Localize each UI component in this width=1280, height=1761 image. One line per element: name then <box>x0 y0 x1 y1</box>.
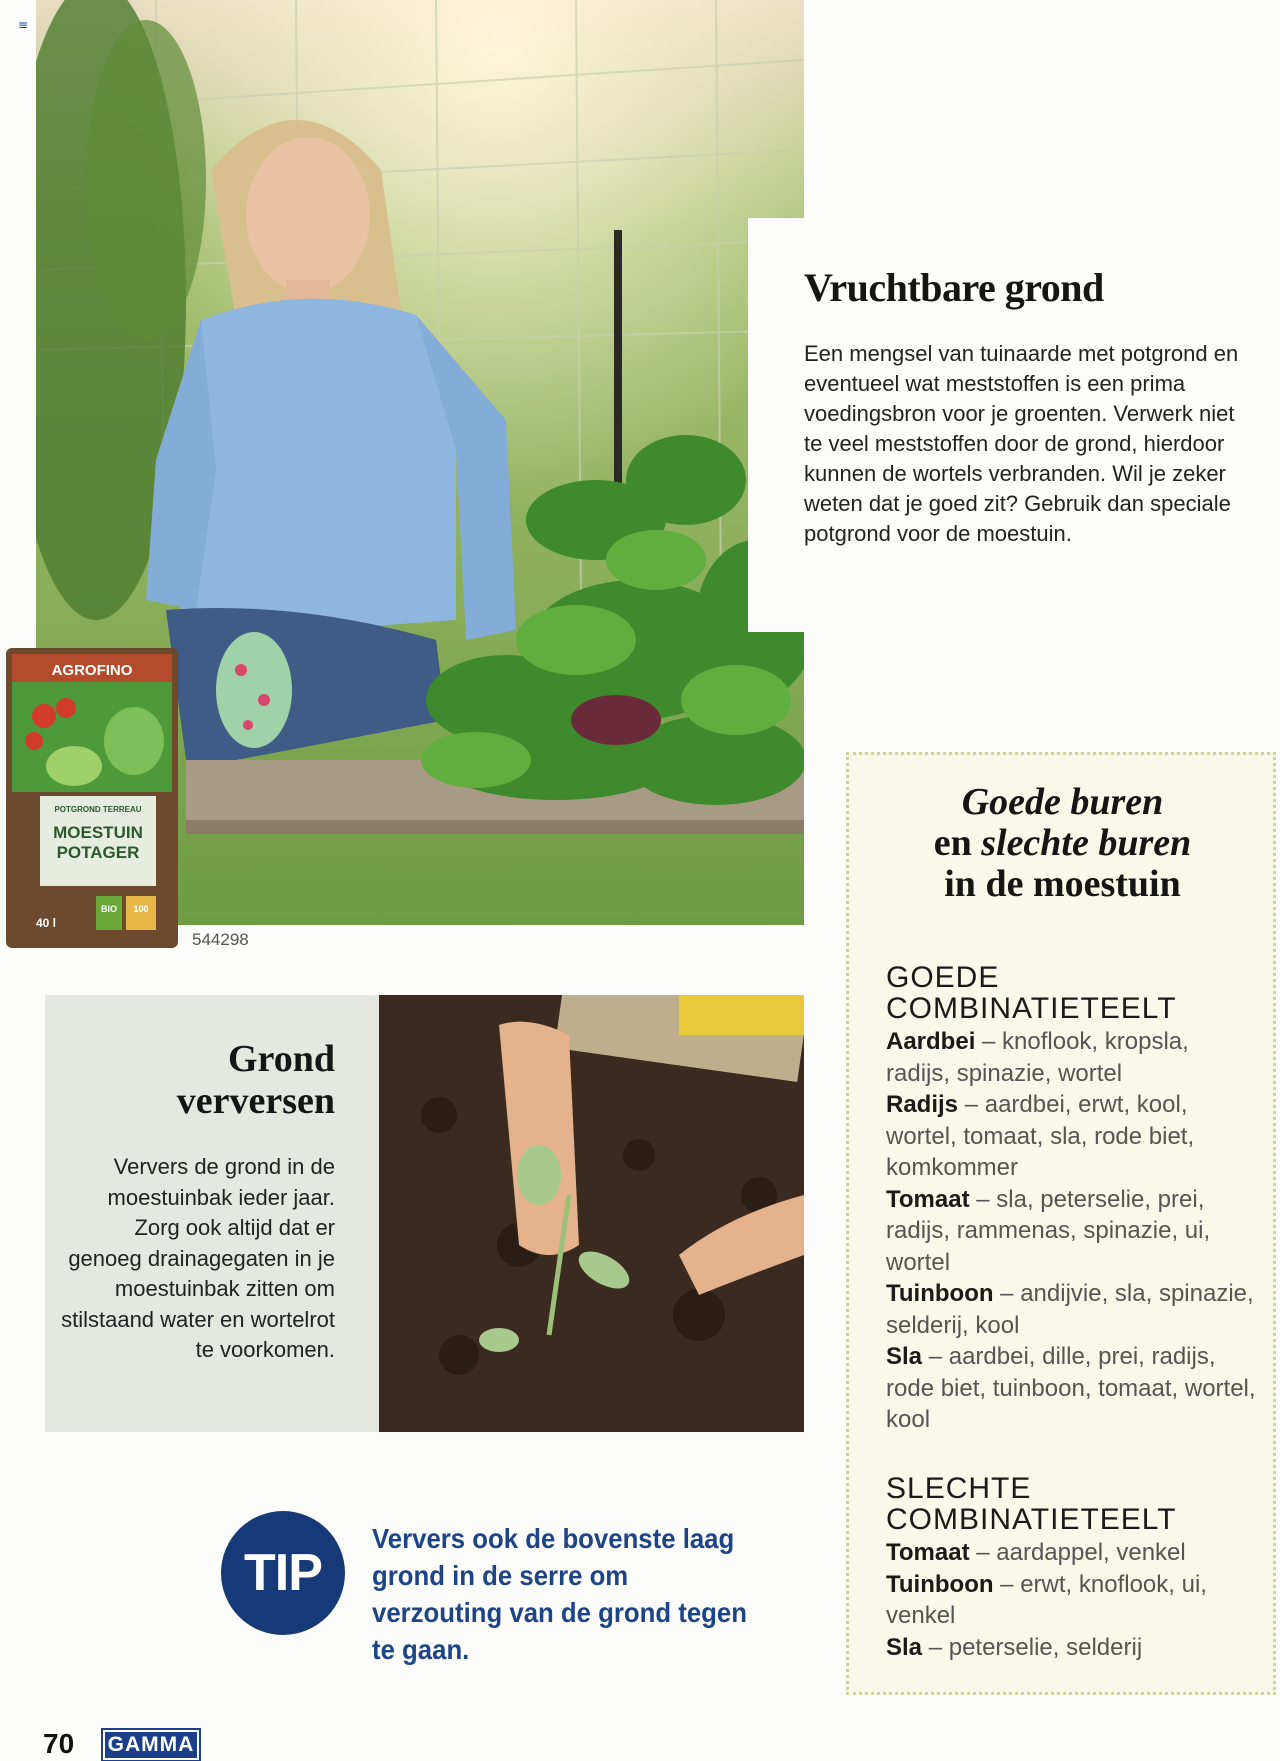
plant-name: Tuinboon <box>886 1280 994 1307</box>
slechte-heading-line2: COMBINATIETEELT <box>886 1503 1177 1536</box>
list-item <box>886 1184 1258 1279</box>
slechte-heading-line1: SLECHTE <box>886 1472 1032 1505</box>
buren-title-line1: Goede buren <box>961 781 1164 823</box>
verversen-title-line2: verversen <box>176 1080 335 1122</box>
potgrond-bag <box>4 646 180 950</box>
plant-name: Aardbei <box>886 1028 976 1055</box>
bag-name2: POTAGER <box>56 843 140 862</box>
page-number: 70 <box>43 1728 75 1759</box>
plant-combos: – sla, peterselie, prei, radijs, rammenas, spinazie, ui, wortel <box>886 1185 1211 1276</box>
bag-name1: MOESTUIN <box>53 823 143 842</box>
buren-title-line3: in de moestuin <box>944 863 1181 905</box>
plant-combos: – andijvie, sla, spinazie, selderij, kool <box>886 1280 1254 1339</box>
buren-title-line2a: en <box>933 822 982 864</box>
buren-title-line2b: slechte buren <box>981 822 1192 864</box>
plant-name: Sla <box>886 1633 923 1661</box>
bag-badge2: 100 <box>133 904 149 914</box>
tip-badge: TIP <box>221 1511 345 1635</box>
plant-combos: – aardappel, venkel <box>969 1539 1186 1566</box>
plant-name: Radijs <box>886 1091 959 1118</box>
vruchtbare-title: Vruchtbare grond <box>804 265 1104 310</box>
bag-volume: 40 l <box>36 916 57 930</box>
vruchtbare-body: Een mengsel van tuinaarde met potgrond en eventueel wat meststoffen is een prima voedingsbron voor je groenten. Verwerk niet te veel meststoffen door de grond, hierdoor kunnen de wortels verbranden. Wil je zeker weten dat je goed zit? Gebruik dan speciale potgrond voor de moestuin. <box>804 341 1239 546</box>
plant-combos: – aardbei, dille, prei, radijs, rode biet, tuinboon, tomaat, wortel, kool <box>886 1343 1256 1433</box>
goede-list <box>886 1026 1258 1436</box>
verversen-title-line1: Grond <box>227 1038 335 1080</box>
buren-title <box>870 782 1255 905</box>
slechte-list <box>886 1537 1258 1663</box>
bag-line: POTGROND TERREAU <box>54 805 142 814</box>
list-item <box>886 1026 1258 1089</box>
tip-text: Ververs ook de bovenste laag grond in de serre om verzouting van de grond tegen te gaan. <box>372 1523 747 1665</box>
plant-combos: – peterselie, selderij <box>922 1633 1143 1661</box>
gamma-logo: GAMMA <box>103 1730 199 1760</box>
goede-heading-line2: COMBINATIETEELT <box>886 992 1177 1025</box>
list-item <box>886 1569 1258 1632</box>
verversen-body: Ververs de grond in de moestuinbak ieder jaar. Zorg ook altijd dat er genoeg drainagegaten in je moestuinbak zitten om stilstaand water en wortelrot te voorkomen. <box>61 1154 335 1362</box>
list-item <box>886 1537 1258 1569</box>
soil-photo <box>379 995 804 1432</box>
plant-combos: – aardbei, erwt, kool, wortel, tomaat, sla, rode biet, komkommer <box>886 1091 1195 1181</box>
list-item <box>886 1089 1258 1184</box>
photo-notch <box>748 218 808 632</box>
slechte-heading <box>886 1473 1266 1535</box>
plant-combos: – knoflook, kropsla, radijs, spinazie, wortel <box>886 1028 1189 1087</box>
plant-combos: – erwt, knoflook, ui, venkel <box>886 1570 1207 1629</box>
plant-name: Tomaat <box>886 1185 970 1213</box>
goede-heading <box>886 962 1266 1024</box>
verversen-title <box>60 1038 335 1122</box>
bag-brand: AGROFINO <box>51 662 133 679</box>
plant-name: Tuinboon <box>886 1570 994 1598</box>
list-item <box>886 1632 1258 1664</box>
menu-icon: ≡ <box>18 18 29 32</box>
list-item <box>886 1341 1258 1436</box>
list-item <box>886 1278 1258 1341</box>
buren-title-line2 <box>870 823 1255 864</box>
plant-name: Tomaat <box>886 1539 970 1566</box>
plant-name: Sla <box>886 1343 923 1370</box>
bag-badge1: BIO <box>100 904 118 914</box>
product-sku: 544298 <box>192 930 249 949</box>
goede-heading-line1: GOEDE <box>886 961 1000 994</box>
